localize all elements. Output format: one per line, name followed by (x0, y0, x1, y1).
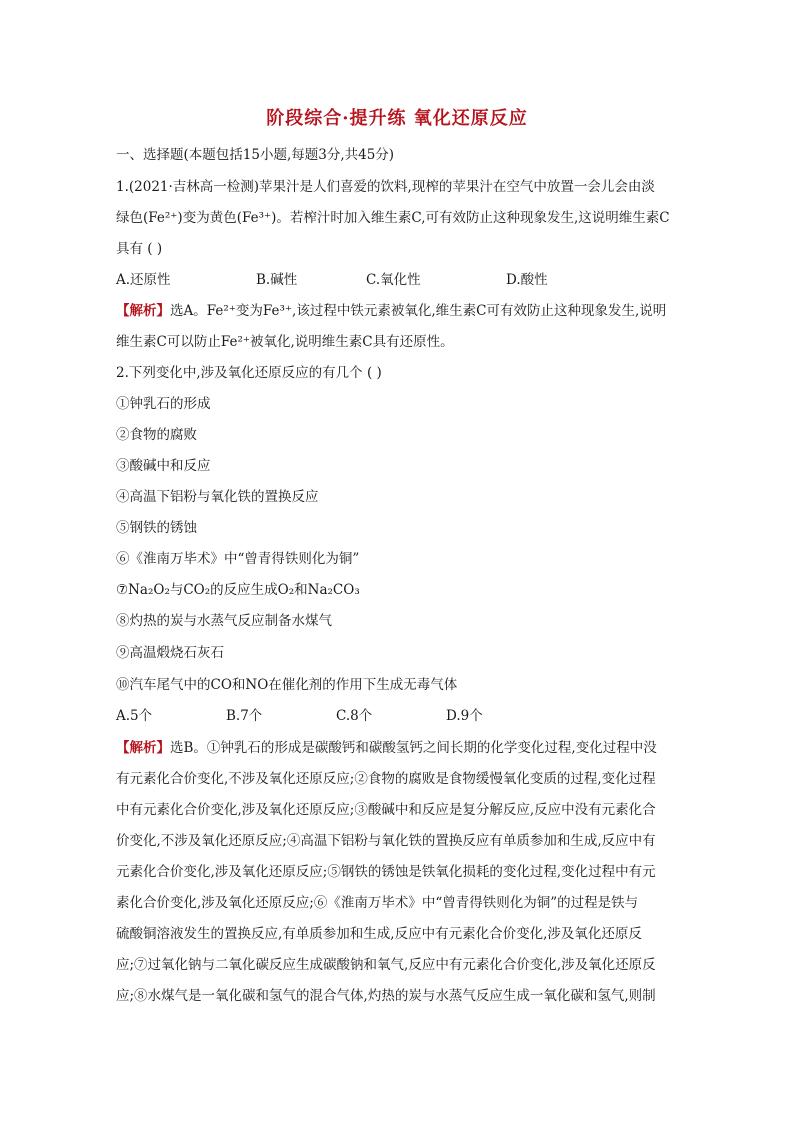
q2-option-d: D.9个 (446, 708, 483, 724)
q2-stem: 2.下列变化中,涉及氧化还原反应的有几个 ( ) (116, 365, 382, 381)
page-title: 阶段综合·提升练 氧化还原反应 (266, 108, 528, 129)
q1-stem-line-2: 绿色(Fe²⁺)变为黄色(Fe³⁺)。若榨汁时加入维生素C,可有效防止这种现象发生,这说明维生素C (116, 210, 670, 226)
q1-analysis-text: 选A。Fe²⁺变为Fe³⁺,该过程中铁元素被氧化,维生素C可有效防止这种现象发生,说明 (170, 303, 667, 319)
q2-analysis-tag: 【解析】 (116, 740, 170, 756)
q1-option-a: A.还原性 (116, 272, 171, 288)
q2-item: ⑨高温煅烧石灰石 (116, 645, 224, 661)
q2-item: ⑧灼热的炭与水蒸气反应制备水煤气 (116, 613, 332, 629)
q2-item: ⑥《淮南万毕术》中“曾青得铁则化为铜” (116, 551, 360, 567)
q1-option-d: D.酸性 (506, 272, 548, 288)
q2-item: ⑤钢铁的锈蚀 (116, 520, 197, 536)
q2-option-b: B.7个 (226, 708, 263, 724)
q1-options (116, 270, 684, 290)
q2-analysis-line: 价变化,不涉及氧化还原反应;④高温下铝粉与氧化铁的置换反应有单质参加和生成,反应中有 (116, 833, 656, 849)
q2-item: ①钟乳石的形成 (116, 396, 211, 412)
q1-option-b: B.碱性 (256, 272, 298, 288)
q2-item: ⑩汽车尾气中的CO和NO在催化剂的作用下生成无毒气体 (116, 677, 458, 693)
q2-item: ③酸碱中和反应 (116, 458, 211, 474)
q2-options (116, 706, 684, 726)
q2-analysis-line: 应;⑧水煤气是一氧化碳和氢气的混合气体,灼热的炭与水蒸气反应生成一氧化碳和氢气,则制 (116, 988, 656, 1004)
q2-analysis-line: 应;⑦过氧化钠与二氧化碳反应生成碳酸钠和氧气,反应中有元素化合价变化,涉及氧化还原反 (116, 957, 656, 973)
q1-stem-line-3: 具有 ( ) (116, 241, 163, 257)
section-heading: 一、选择题(本题包括15小题,每题3分,共45分) (116, 147, 395, 163)
q1-analysis-tag: 【解析】 (116, 303, 170, 319)
q2-analysis-line: 有元素化合价变化,不涉及氧化还原反应;②食物的腐败是食物缓慢氧化变质的过程,变化过程 (116, 771, 656, 787)
q1-analysis-line-2: 维生素C可以防止Fe²⁺被氧化,说明维生素C具有还原性。 (116, 334, 454, 350)
q1-analysis-line-1 (116, 301, 684, 321)
q2-analysis-line-1 (116, 738, 684, 758)
q2-analysis-line: 元素化合价变化,涉及氧化还原反应;⑤钢铁的锈蚀是铁氧化损耗的变化过程,变化过程中有元 (116, 864, 656, 880)
q2-analysis-text: 选B。①钟乳石的形成是碳酸钙和碳酸氢钙之间长期的化学变化过程,变化过程中没 (170, 740, 657, 756)
q1-option-c: C.氧化性 (366, 272, 421, 288)
q2-analysis-line: 硫酸铜溶液发生的置换反应,有单质参加和生成,反应中有元素化合价变化,涉及氧化还原反 (116, 926, 642, 942)
q2-analysis-line: 中有元素化合价变化,涉及氧化还原反应;③酸碱中和反应是复分解反应,反应中没有元素化合 (116, 802, 656, 818)
q2-item: ②食物的腐败 (116, 427, 197, 443)
q2-item: ⑦Na₂O₂与CO₂的反应生成O₂和Na₂CO₃ (116, 582, 360, 598)
q2-option-c: C.8个 (336, 708, 373, 724)
q2-option-a: A.5个 (116, 708, 153, 724)
q2-analysis-line: 素化合价变化,涉及氧化还原反应;⑥《淮南万毕术》中“曾青得铁则化为铜”的过程是铁与 (116, 895, 639, 911)
q1-stem-line-1: 1.(2021·吉林高一检测)苹果汁是人们喜爱的饮料,现榨的苹果汁在空气中放置一会儿会由淡 (116, 179, 655, 195)
q2-item: ④高温下铝粉与氧化铁的置换反应 (116, 489, 319, 505)
